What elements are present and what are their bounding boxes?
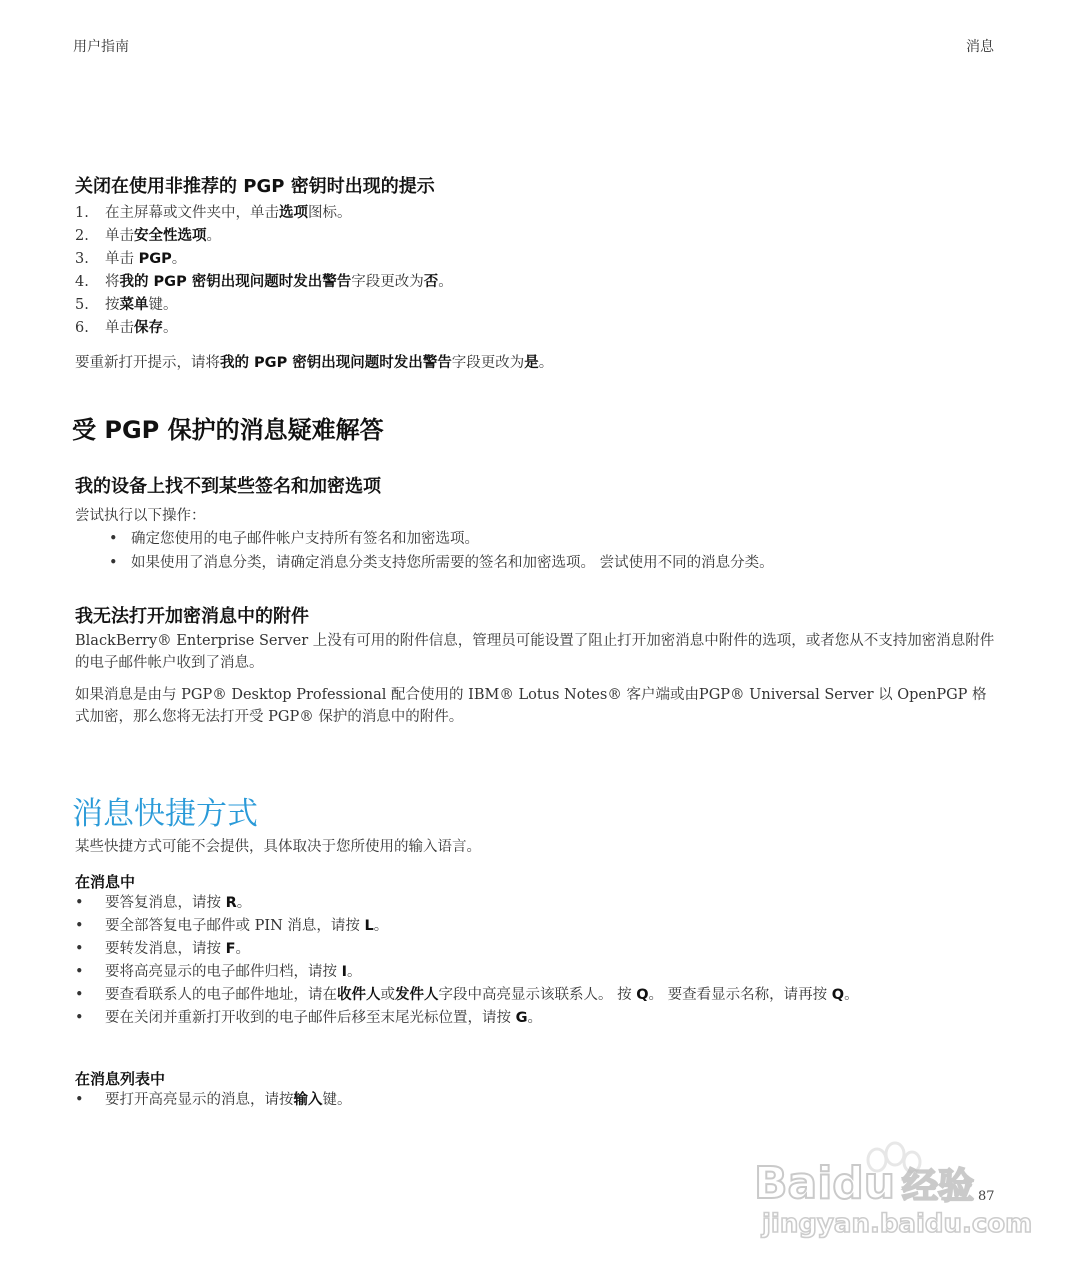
text-run: 将 bbox=[105, 274, 120, 290]
list-item-text: 如果使用了消息分类，请确定消息分类支持您所需要的签名和加密选项。 尝试使用不同的消息分类。 bbox=[131, 555, 774, 571]
text-run: 按 bbox=[105, 297, 120, 313]
bold-term: Q bbox=[831, 987, 845, 1003]
text-run: 要将高亮显示的电子邮件归档，请按 bbox=[105, 964, 342, 980]
shortcut-item bbox=[75, 938, 859, 961]
text-run: 。 bbox=[206, 228, 221, 244]
header-left: 用户指南 bbox=[73, 39, 129, 55]
text-run: 单击 bbox=[105, 228, 134, 244]
bold-term: L bbox=[364, 918, 374, 934]
text-run: 要答复消息，请按 bbox=[105, 895, 226, 911]
bullet-icon: • bbox=[109, 555, 118, 571]
text-run: 。 bbox=[527, 1010, 543, 1026]
text-run: 字段更改为 bbox=[351, 274, 424, 290]
step-number: 2. bbox=[75, 228, 89, 244]
list-item-text: 确定您使用的电子邮件帐户支持所有签名和加密选项。 bbox=[131, 531, 479, 547]
step-item bbox=[75, 271, 453, 294]
step-item bbox=[75, 248, 453, 271]
text-run: 。 bbox=[236, 895, 252, 911]
text-run: 。 bbox=[538, 355, 554, 371]
bold-term: R bbox=[225, 895, 237, 911]
group-title-in-list: 在消息列表中 bbox=[75, 1070, 166, 1088]
text-run: 要重新打开提示，请将 bbox=[75, 355, 220, 371]
section-title-pgp-prompt: 关闭在使用非推荐的 PGP 密钥时出现的提示 bbox=[75, 176, 435, 197]
baidu-jingyan-watermark bbox=[752, 1140, 1033, 1240]
section-title-troubleshooting: 受 PGP 保护的消息疑难解答 bbox=[72, 416, 384, 444]
steps-list bbox=[75, 202, 453, 340]
text-run: 要打开高亮显示的消息，请按 bbox=[105, 1092, 294, 1108]
text-run: 要查看联系人的电子邮件地址，请在 bbox=[105, 987, 337, 1003]
page-number: 87 bbox=[978, 1189, 995, 1204]
text-run: 要全部答复电子邮件或 PIN 消息，请按 bbox=[105, 918, 365, 934]
bold-term: 选项 bbox=[279, 205, 308, 221]
text-run: 。 bbox=[235, 941, 251, 957]
text-run: 或 bbox=[380, 987, 395, 1003]
bullet-icon: • bbox=[75, 964, 84, 980]
bold-term: I bbox=[341, 964, 348, 980]
text-run: 键。 bbox=[322, 1092, 352, 1108]
bold-term: 输入 bbox=[293, 1092, 323, 1108]
watermark-url: jingyan.baidu.com bbox=[762, 1209, 1033, 1239]
bold-term: 收件人 bbox=[337, 987, 381, 1003]
bold-term: 我的 PGP 密钥出现问题时发出警告 bbox=[119, 274, 352, 290]
in-message-shortcuts bbox=[75, 892, 859, 1030]
text-run: 。 bbox=[347, 964, 362, 980]
bold-term: 菜单 bbox=[119, 297, 149, 313]
text-run: 要在关闭并重新打开收到的电子邮件后移至末尾光标位置，请按 bbox=[105, 1010, 516, 1026]
bold-term: G bbox=[515, 1010, 528, 1026]
step-item bbox=[75, 202, 453, 225]
step-number: 1. bbox=[75, 205, 89, 221]
bold-term: 否 bbox=[423, 274, 439, 290]
text-run: 在主屏幕或文件夹中，单击 bbox=[105, 205, 279, 221]
text-run: 字段中高亮显示该联系人。 按 bbox=[438, 987, 637, 1003]
bold-term: 是 bbox=[524, 355, 539, 371]
text-run: 字段更改为 bbox=[451, 355, 525, 371]
bold-term: F bbox=[225, 941, 236, 957]
bold-term: 我的 PGP 密钥出现问题时发出警告 bbox=[220, 355, 452, 371]
step-item bbox=[75, 225, 453, 248]
bold-term: 保存 bbox=[134, 320, 163, 336]
in-list-shortcuts bbox=[75, 1089, 352, 1112]
text-run: 。 bbox=[171, 251, 187, 267]
text-run: 图标。 bbox=[308, 205, 352, 221]
step-number: 4. bbox=[75, 274, 89, 290]
text-run: 单击 bbox=[105, 251, 139, 267]
shortcut-item bbox=[75, 984, 859, 1007]
bold-term: PGP bbox=[138, 251, 172, 267]
reopen-note bbox=[75, 352, 997, 374]
watermark-brand: Baidu bbox=[754, 1158, 896, 1209]
bold-term: 发件人 bbox=[395, 987, 439, 1003]
shortcut-item bbox=[75, 1007, 859, 1030]
attachments-paragraph-1: BlackBerry® Enterprise Server 上没有可用的附件信息，管理员可能设置了阻止打开加密消息中附件的选项，或者您从不支持加密消息附件的电子邮件帐户收到了消息。 bbox=[75, 633, 995, 671]
text-run: 。 要查看显示名称，请再按 bbox=[648, 987, 832, 1003]
bold-term: 安全性选项 bbox=[134, 228, 207, 244]
subsection-title-attachments: 我无法打开加密消息中的附件 bbox=[75, 606, 309, 627]
header-right: 消息 bbox=[966, 39, 994, 55]
shortcut-item bbox=[75, 1089, 352, 1112]
list-item bbox=[109, 527, 774, 551]
bullet-icon: • bbox=[75, 1010, 84, 1026]
group-title-in-message: 在消息中 bbox=[75, 873, 136, 891]
text-run: 。 bbox=[438, 274, 453, 290]
bullet-icon: • bbox=[109, 531, 118, 547]
shortcut-item bbox=[75, 915, 859, 938]
subsection-title-missing-options: 我的设备上找不到某些签名和加密选项 bbox=[75, 476, 381, 497]
shortcuts-intro: 某些快捷方式可能不会提供，具体取决于您所使用的输入语言。 bbox=[75, 839, 481, 855]
step-number: 3. bbox=[75, 251, 89, 267]
text-run: 。 bbox=[373, 918, 389, 934]
step-number: 5. bbox=[75, 297, 89, 313]
attachments-paragraph-2: 如果消息是由与 PGP® Desktop Professional 配合使用的 IBM® Lotus Notes® 客户端或由PGP® Universal Server 以 OpenPGP 格式加密，那么您将无法打开受 PGP® 保护的消息中的附件。 bbox=[75, 687, 987, 725]
list-item bbox=[109, 551, 774, 575]
bullet-icon: • bbox=[75, 987, 84, 1003]
step-number: 6. bbox=[75, 320, 89, 336]
try-bullets bbox=[109, 527, 774, 575]
shortcut-item bbox=[75, 892, 859, 915]
try-intro: 尝试执行以下操作： bbox=[75, 508, 206, 524]
step-item bbox=[75, 294, 453, 317]
text-run: 要转发消息，请按 bbox=[105, 941, 226, 957]
bullet-icon: • bbox=[75, 918, 84, 934]
bullet-icon: • bbox=[75, 941, 84, 957]
text-run: 。 bbox=[844, 987, 859, 1003]
bold-term: Q bbox=[636, 987, 649, 1003]
text-run: 键。 bbox=[148, 297, 178, 313]
bullet-icon: • bbox=[75, 1092, 84, 1108]
watermark-cn: 经验 bbox=[902, 1166, 975, 1207]
text-run: 。 bbox=[163, 320, 178, 336]
text-run: 单击 bbox=[105, 320, 134, 336]
step-item bbox=[75, 317, 453, 340]
shortcut-item bbox=[75, 961, 859, 984]
bullet-icon: • bbox=[75, 895, 84, 911]
chapter-title-shortcuts: 消息快捷方式 bbox=[72, 796, 258, 832]
